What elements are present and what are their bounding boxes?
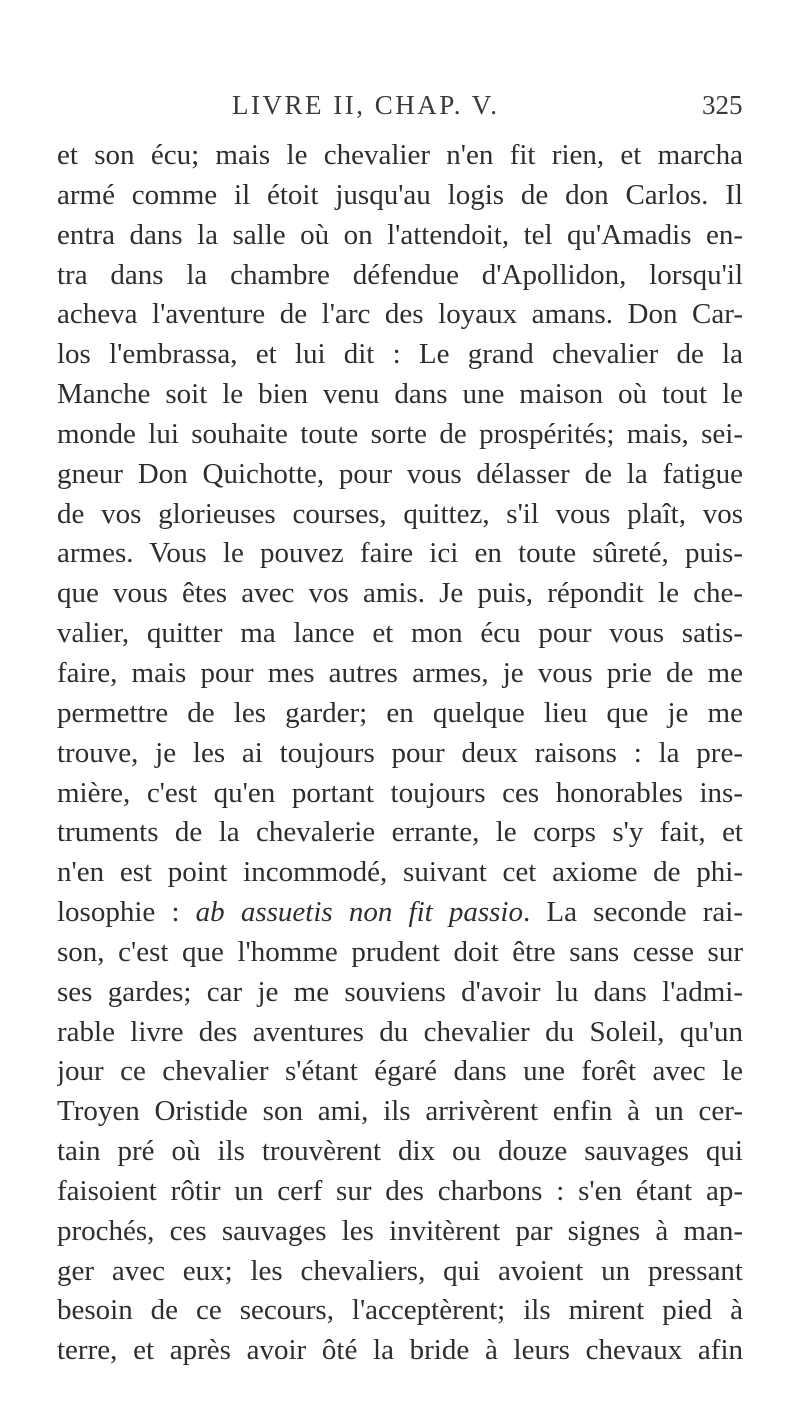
- text-line: son, c'est que l'homme prudent doit être sans cesse sur: [57, 935, 743, 968]
- text-line: gneur Don Quichotte, pour vous délasser de la fatigue: [57, 457, 743, 490]
- text-line: terre, et après avoir ôté la bride à leurs chevaux afin: [57, 1334, 743, 1367]
- text-line: prochés, ces sauvages les invitèrent par signes à man-: [57, 1214, 743, 1247]
- text-line: mière, c'est qu'en portant toujours ces honorables ins-: [57, 776, 743, 809]
- text-fragment: . La seconde rai-: [523, 896, 743, 929]
- running-title: LIVRE II, CHAP. V.: [232, 90, 500, 120]
- text-line: los l'embrassa, et lui dit : Le grand chevalier de la: [57, 338, 743, 371]
- text-line: armes. Vous le pouvez faire ici en toute sûreté, puis-: [57, 537, 743, 570]
- text-line: besoin de ce secours, l'acceptèrent; ils mirent pied à: [57, 1294, 743, 1327]
- running-head: [0, 90, 800, 130]
- text-line: faisoient rôtir un cerf sur des charbons : s'en étant ap-: [57, 1174, 743, 1207]
- text-line: que vous êtes avec vos amis. Je puis, répondit le che-: [57, 577, 743, 610]
- text-line-with-latin: [57, 893, 743, 933]
- text-line: ses gardes; car je me souviens d'avoir lu dans l'admi-: [57, 975, 743, 1008]
- text-line: Manche soit le bien venu dans une maison où tout le: [57, 378, 743, 411]
- text-line: valier, quitter ma lance et mon écu pour vous satis-: [57, 617, 743, 650]
- text-line: armé comme il étoit jusqu'au logis de don Carlos. Il: [57, 178, 743, 211]
- text-line: faire, mais pour mes autres armes, je vous prie de me: [57, 656, 743, 689]
- text-line: monde lui souhaite toute sorte de prospérités; mais, sei-: [57, 417, 743, 450]
- text-line: trouve, je les ai toujours pour deux raisons : la pre-: [57, 736, 743, 769]
- text-line: et son écu; mais le chevalier n'en fit rien, et marcha: [57, 139, 743, 171]
- page-number: 325: [702, 90, 743, 120]
- text-line: truments de la chevalerie errante, le corps s'y fait, et: [57, 816, 743, 849]
- text-line: tra dans la chambre défendue d'Apollidon, lorsqu'il: [57, 258, 743, 291]
- text-fragment: losophie :: [57, 896, 196, 929]
- text-line: acheva l'aventure de l'arc des loyaux amans. Don Car-: [57, 298, 743, 331]
- text-line: jour ce chevalier s'étant égaré dans une forêt avec le: [57, 1055, 743, 1088]
- text-line: de vos glorieuses courses, quittez, s'il vous plaît, vos: [57, 497, 743, 530]
- text-line: rable livre des aventures du chevalier du Soleil, qu'un: [57, 1015, 743, 1048]
- text-line: Troyen Oristide son ami, ils arrivèrent enfin à un cer-: [57, 1095, 743, 1128]
- text-line: tain pré où ils trouvèrent dix ou douze sauvages qui: [57, 1135, 743, 1168]
- text-line: entra dans la salle où on l'attendoit, tel qu'Amadis en-: [57, 218, 743, 251]
- text-line: ger avec eux; les chevaliers, qui avoient un pressant: [57, 1254, 743, 1287]
- text-line: n'en est point incommodé, suivant cet axiome de phi-: [57, 856, 743, 889]
- body-text: [57, 136, 743, 1371]
- text-line: permettre de les garder; en quelque lieu que je me: [57, 696, 743, 729]
- latin-quotation: ab assuetis non fit passio: [195, 896, 523, 929]
